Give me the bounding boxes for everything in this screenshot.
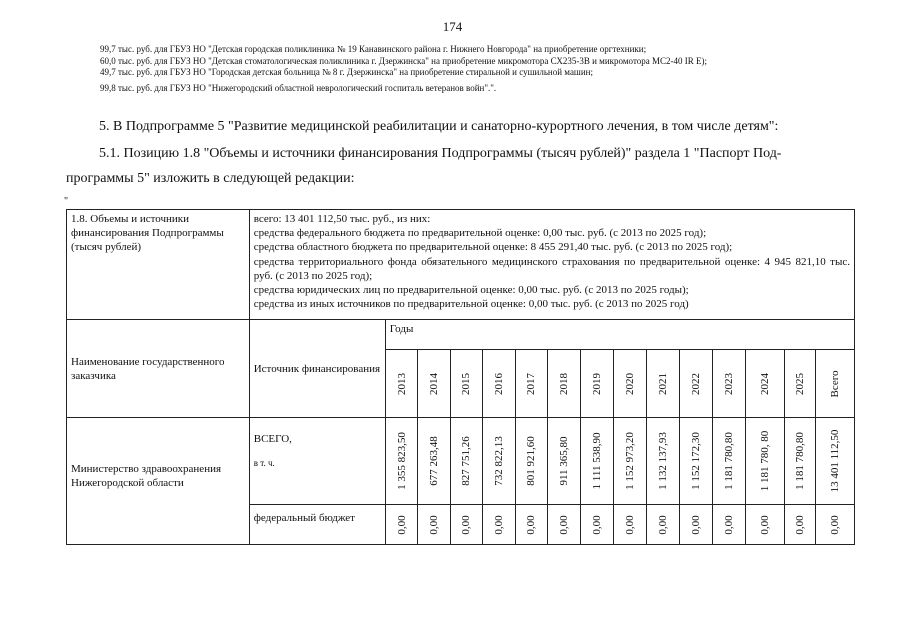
year-label: Всего	[829, 370, 842, 397]
value-cell	[816, 418, 855, 505]
year-label: 2017	[525, 372, 538, 395]
year-label: 2014	[427, 372, 440, 395]
year-label: 2018	[557, 372, 570, 395]
value-cell	[385, 418, 417, 505]
year-label: 2022	[689, 372, 702, 395]
value-cell	[483, 505, 515, 545]
source-header-cell	[249, 320, 385, 418]
value-label: 0,00	[590, 514, 603, 535]
year-cell	[680, 350, 712, 418]
value-label: 1 355 823,50	[395, 432, 408, 490]
source-sublabel: в т. ч.	[253, 458, 275, 468]
value-label: 1 152 172,30	[689, 432, 702, 490]
source-cell	[249, 505, 385, 545]
value-label: 0,00	[722, 514, 735, 535]
paragraph-5-1-line2: программы 5" изложить в следующей редакции:	[66, 171, 355, 186]
source-label: ВСЕГО,	[253, 433, 292, 445]
value-label: 911 365,80	[557, 436, 570, 486]
value-cell	[515, 505, 547, 545]
position-label-cell	[67, 210, 250, 320]
value-cell	[548, 505, 580, 545]
value-cell	[483, 418, 515, 505]
note-line: 99,7 тыс. руб. для ГБУЗ НО "Детская городская поликлиника № 19 Канавинского района г. Нижнего Новгорода" на приобретение оргтехники;	[100, 44, 647, 54]
value-cell	[515, 418, 547, 505]
value-cell	[712, 418, 746, 505]
passport-cell	[249, 210, 854, 320]
value-cell	[548, 418, 580, 505]
source-header: Источник финансирования	[253, 362, 381, 375]
value-label: 0,00	[427, 514, 440, 535]
value-label: 0,00	[557, 514, 570, 535]
value-cell	[680, 505, 712, 545]
customer-name: Министерство здравоохранения Нижегородской области	[71, 463, 222, 489]
year-cell	[418, 350, 450, 418]
years-header-cell	[385, 320, 854, 350]
value-cell	[580, 505, 614, 545]
value-label: 0,00	[395, 514, 408, 535]
value-cell	[450, 505, 482, 545]
value-label: 1 181 780,80	[722, 432, 735, 490]
value-cell	[784, 505, 815, 545]
year-cell	[385, 350, 417, 418]
quote-mark: "	[64, 196, 69, 207]
customer-header: Наименование государственного заказчика	[71, 355, 225, 382]
passport-text	[250, 210, 854, 313]
value-label: 677 263,48	[427, 436, 440, 486]
passport-line: средства юридических лиц по предварительной оценке: 0,00 тыс. руб. (с 2013 по 2025 годы);	[253, 284, 689, 297]
value-label: 0,00	[829, 514, 842, 535]
paragraph-5: 5. В Подпрограмме 5 "Развитие медицинской реабилитации и санаторно-курортного лечения, в том числе детям":	[99, 119, 779, 134]
value-label: 1 111 538,90	[590, 432, 603, 490]
year-cell	[450, 350, 482, 418]
value-cell	[646, 418, 680, 505]
source-cell	[249, 418, 385, 505]
year-cell	[580, 350, 614, 418]
page-number: 174	[442, 19, 463, 34]
value-cell	[712, 505, 746, 545]
value-cell	[646, 505, 680, 545]
value-cell	[614, 505, 646, 545]
value-cell	[450, 418, 482, 505]
value-cell	[816, 505, 855, 545]
paragraph-5-1-line1: 5.1. Позицию 1.8 "Объемы и источники финансирования Подпрограммы (тысяч рублей)" раздела 1 "Паспорт Под-	[99, 146, 782, 161]
year-cell	[515, 350, 547, 418]
passport-line: средства федерального бюджета по предварительной оценке: 0,00 тыс. руб. (с 2013 по 2025 год);	[253, 227, 707, 240]
value-cell	[680, 418, 712, 505]
value-label: 0,00	[492, 514, 505, 535]
position-label: 1.8. Объемы и источники финансирования Подпрограммы (тысяч рублей)	[71, 213, 224, 253]
value-cell	[746, 505, 785, 545]
note-line: 60,0 тыс. руб. для ГБУЗ НО "Детская стоматологическая поликлиника г. Дзержинска" на приобретение микромотора СХ235-3В и микромотора МС2-40 IR E);	[100, 55, 707, 66]
value-cell	[418, 418, 450, 505]
value-label: 0,00	[656, 514, 669, 535]
value-label: 1 152 973,20	[623, 432, 636, 490]
value-label: 1 181 780,80	[793, 432, 806, 490]
value-label: 0,00	[793, 514, 806, 535]
value-label: 0,00	[623, 514, 636, 535]
year-cell	[548, 350, 580, 418]
notes-block	[100, 44, 880, 94]
year-label: 2019	[590, 372, 603, 395]
customer-cell	[67, 418, 250, 545]
year-label: 2020	[623, 372, 636, 395]
year-cell	[746, 350, 785, 418]
passport-line: средства областного бюджета по предварительной оценке: 8 455 291,40 тыс. руб. (с 2013 по 2025 год);	[253, 241, 733, 254]
year-cell	[483, 350, 515, 418]
year-label: 2015	[460, 372, 473, 395]
passport-line: средства из иных источников по предварительной оценке: 0,00 тыс. руб. (с 2013 по 2025 год)	[253, 298, 689, 311]
year-label: 2013	[395, 372, 408, 395]
year-label: 2016	[492, 372, 505, 395]
year-label: 2025	[793, 372, 806, 395]
value-cell	[784, 418, 815, 505]
value-label: 827 751,26	[460, 436, 473, 486]
value-label: 0,00	[460, 514, 473, 535]
year-label: 2023	[722, 372, 735, 395]
value-cell	[746, 418, 785, 505]
value-label: 801 921,60	[525, 436, 538, 486]
note-line: 99,8 тыс. руб. для ГБУЗ НО "Нижегородский областной неврологический госпиталь ветеранов войн".".	[100, 82, 497, 93]
financing-table	[66, 209, 855, 545]
year-cell	[712, 350, 746, 418]
passport-line: всего: 13 401 112,50 тыс. руб., из них:	[253, 213, 431, 225]
year-label: 2021	[656, 372, 669, 395]
value-label: 0,00	[758, 514, 771, 535]
year-cell	[784, 350, 815, 418]
customer-header-cell	[67, 320, 250, 418]
value-cell	[580, 418, 614, 505]
value-label: 1 181 780, 80	[758, 430, 771, 492]
year-label: 2024	[758, 372, 771, 395]
source-label: федеральный бюджет	[253, 512, 355, 524]
passport-line: средства территориального фонда обязательного медицинского страхования по предварительной оценке: 4 945 821,10 тыс. руб. (с 2013 по 2025 год);	[253, 255, 850, 282]
year-cell	[614, 350, 646, 418]
value-label: 13 401 112,50	[829, 429, 842, 493]
note-line: 49,7 тыс. руб. для ГБУЗ НО "Городская детская больница № 8 г. Дзержинска" на приобретение стиральной и сушильной машин;	[100, 67, 594, 77]
value-label: 732 822,13	[492, 436, 505, 486]
value-label: 0,00	[525, 514, 538, 535]
value-cell	[614, 418, 646, 505]
years-header: Годы	[389, 323, 414, 335]
value-cell	[385, 505, 417, 545]
value-label: 1 132 137,93	[656, 432, 669, 490]
year-cell	[646, 350, 680, 418]
value-label: 0,00	[689, 514, 702, 535]
year-cell	[816, 350, 855, 418]
value-cell	[418, 505, 450, 545]
